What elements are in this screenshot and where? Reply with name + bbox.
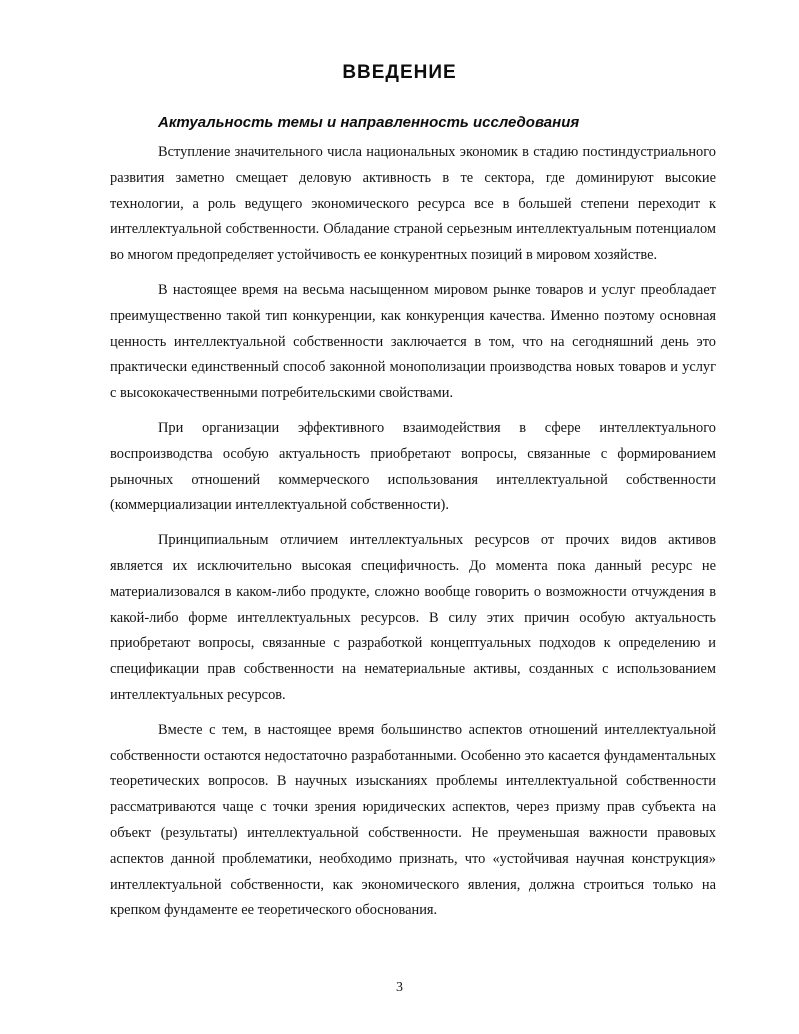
paragraph: При организации эффективного взаимодействия в сфере интеллектуального воспроизводства особую актуальность приобретают вопросы, связанные с формированием рыночных отношений коммерческого использования интеллектуальной собственности (коммерциализации интеллектуальной собственности). <box>110 419 716 514</box>
paragraph: Вместе с тем, в настоящее время большинство аспектов отношений интеллектуальной собственности остаются недостаточно разработанными. Особенно это касается фундаментальных теоретических вопросов. В научных изысканиях проблемы интеллектуальной собственности рассматриваются чаще с точки зрения юридических аспектов, через призму прав субъекта на объект (результаты) интеллектуальной собственности. Не преуменьшая важности правовых аспектов данной проблематики, необходимо признать, что «устойчивая научная конструкция» интеллектуальной собственности, как экономического явления, должна строиться только на крепком фундаменте ее теоретического обоснования. <box>110 721 716 919</box>
paragraph: Вступление значительного числа национальных экономик в стадию постиндустриального развития заметно смещает деловую активность в те сектора, где доминируют высокие технологии, а роль ведущего экономического ресурса все в большей степени переходит к интеллектуальной собственности. Обладание страной серьезным интеллектуальным потенциалом во многом предопределяет устойчивость ее конкурентных позиций в мировом хозяйстве. <box>110 144 716 264</box>
page-title: ВВЕДЕНИЕ <box>342 62 457 83</box>
paragraph: В настоящее время на весьма насыщенном мировом рынке товаров и услуг преобладает преимущественно такой тип конкуренции, как конкуренция качества. Именно поэтому основная ценность интеллектуальной собственности заключается в том, что на сегодняшний день это практически единственный способ законной монополизации производства новых товаров и услуг с высококачественными потребительскими свойствами. <box>110 281 716 402</box>
paragraph: Принципиальным отличием интеллектуальных ресурсов от прочих видов активов является их исключительно высокая специфичность. До момента пока данный ресурс не материализовался в каком-либо продукте, сложно вообще говорить о возможности отчуждения в какой-либо форме интеллектуальных ресурсов. В силу этих причин особую актуальность приобретают вопросы, связанные с разработкой концептуальных подходов к определению и спецификации прав собственности на нематериальные активы, созданных с использованием интеллектуальных ресурсов. <box>110 532 716 703</box>
body-text <box>110 140 716 933</box>
page-number: 3 <box>396 980 403 995</box>
section-heading: Актуальность темы и направленность исследования <box>158 114 580 131</box>
